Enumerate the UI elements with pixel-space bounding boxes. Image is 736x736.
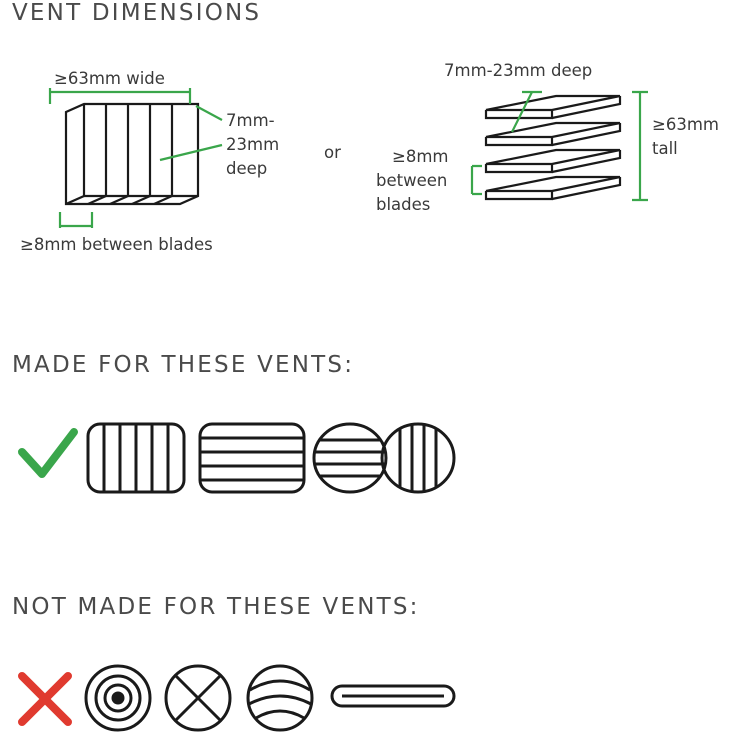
left-depth-pointer xyxy=(160,106,222,160)
label-depth-line3: deep xyxy=(226,159,268,178)
concentric-ring-round-vent xyxy=(86,666,150,730)
right-vent-diagram xyxy=(486,96,620,199)
cross-mark-icon xyxy=(22,676,68,722)
label-right-blade-gap-line1: ≥8mm xyxy=(392,147,449,166)
label-width: ≥63mm wide xyxy=(54,69,165,88)
horizontal-blade-rounded-rect-vent xyxy=(200,424,304,492)
left-blade-gap-bracket xyxy=(60,212,92,228)
check-mark-icon xyxy=(22,432,74,474)
label-right-blade-gap-line2: between xyxy=(376,171,448,190)
right-blade-gap-bracket xyxy=(472,166,482,194)
label-right-blade-gap-line3: blades xyxy=(376,195,431,214)
label-right-height-line2: tall xyxy=(652,139,678,158)
crossed-circle-vent xyxy=(166,666,230,730)
left-width-bracket xyxy=(50,88,190,104)
horizontal-blade-circle-vent xyxy=(314,424,386,492)
section-heading-not-made-for-these-vents: NOT MADE FOR THESE VENTS: xyxy=(12,594,420,620)
thin-bar-vent xyxy=(332,686,454,706)
section-heading-made-for-these-vents: MADE FOR THESE VENTS: xyxy=(12,352,355,378)
label-depth-line1: 7mm- xyxy=(226,111,275,130)
left-vent-diagram xyxy=(66,104,198,204)
label-depth-line2: 23mm xyxy=(226,135,280,154)
curved-blade-circle-vent xyxy=(248,666,312,730)
label-or-connector: or xyxy=(324,143,341,162)
label-right-depth: 7mm-23mm deep xyxy=(444,61,593,80)
label-right-height-line1: ≥63mm xyxy=(652,115,719,134)
label-blade-gap: ≥8mm between blades xyxy=(20,235,213,254)
right-depth-pointer xyxy=(512,92,542,132)
section-heading-vent-dimensions: VENT DIMENSIONS xyxy=(12,0,262,26)
vertical-blade-rounded-rect-vent xyxy=(88,424,184,492)
right-height-bracket xyxy=(632,92,648,200)
vertical-blade-circle-vent xyxy=(382,424,454,492)
